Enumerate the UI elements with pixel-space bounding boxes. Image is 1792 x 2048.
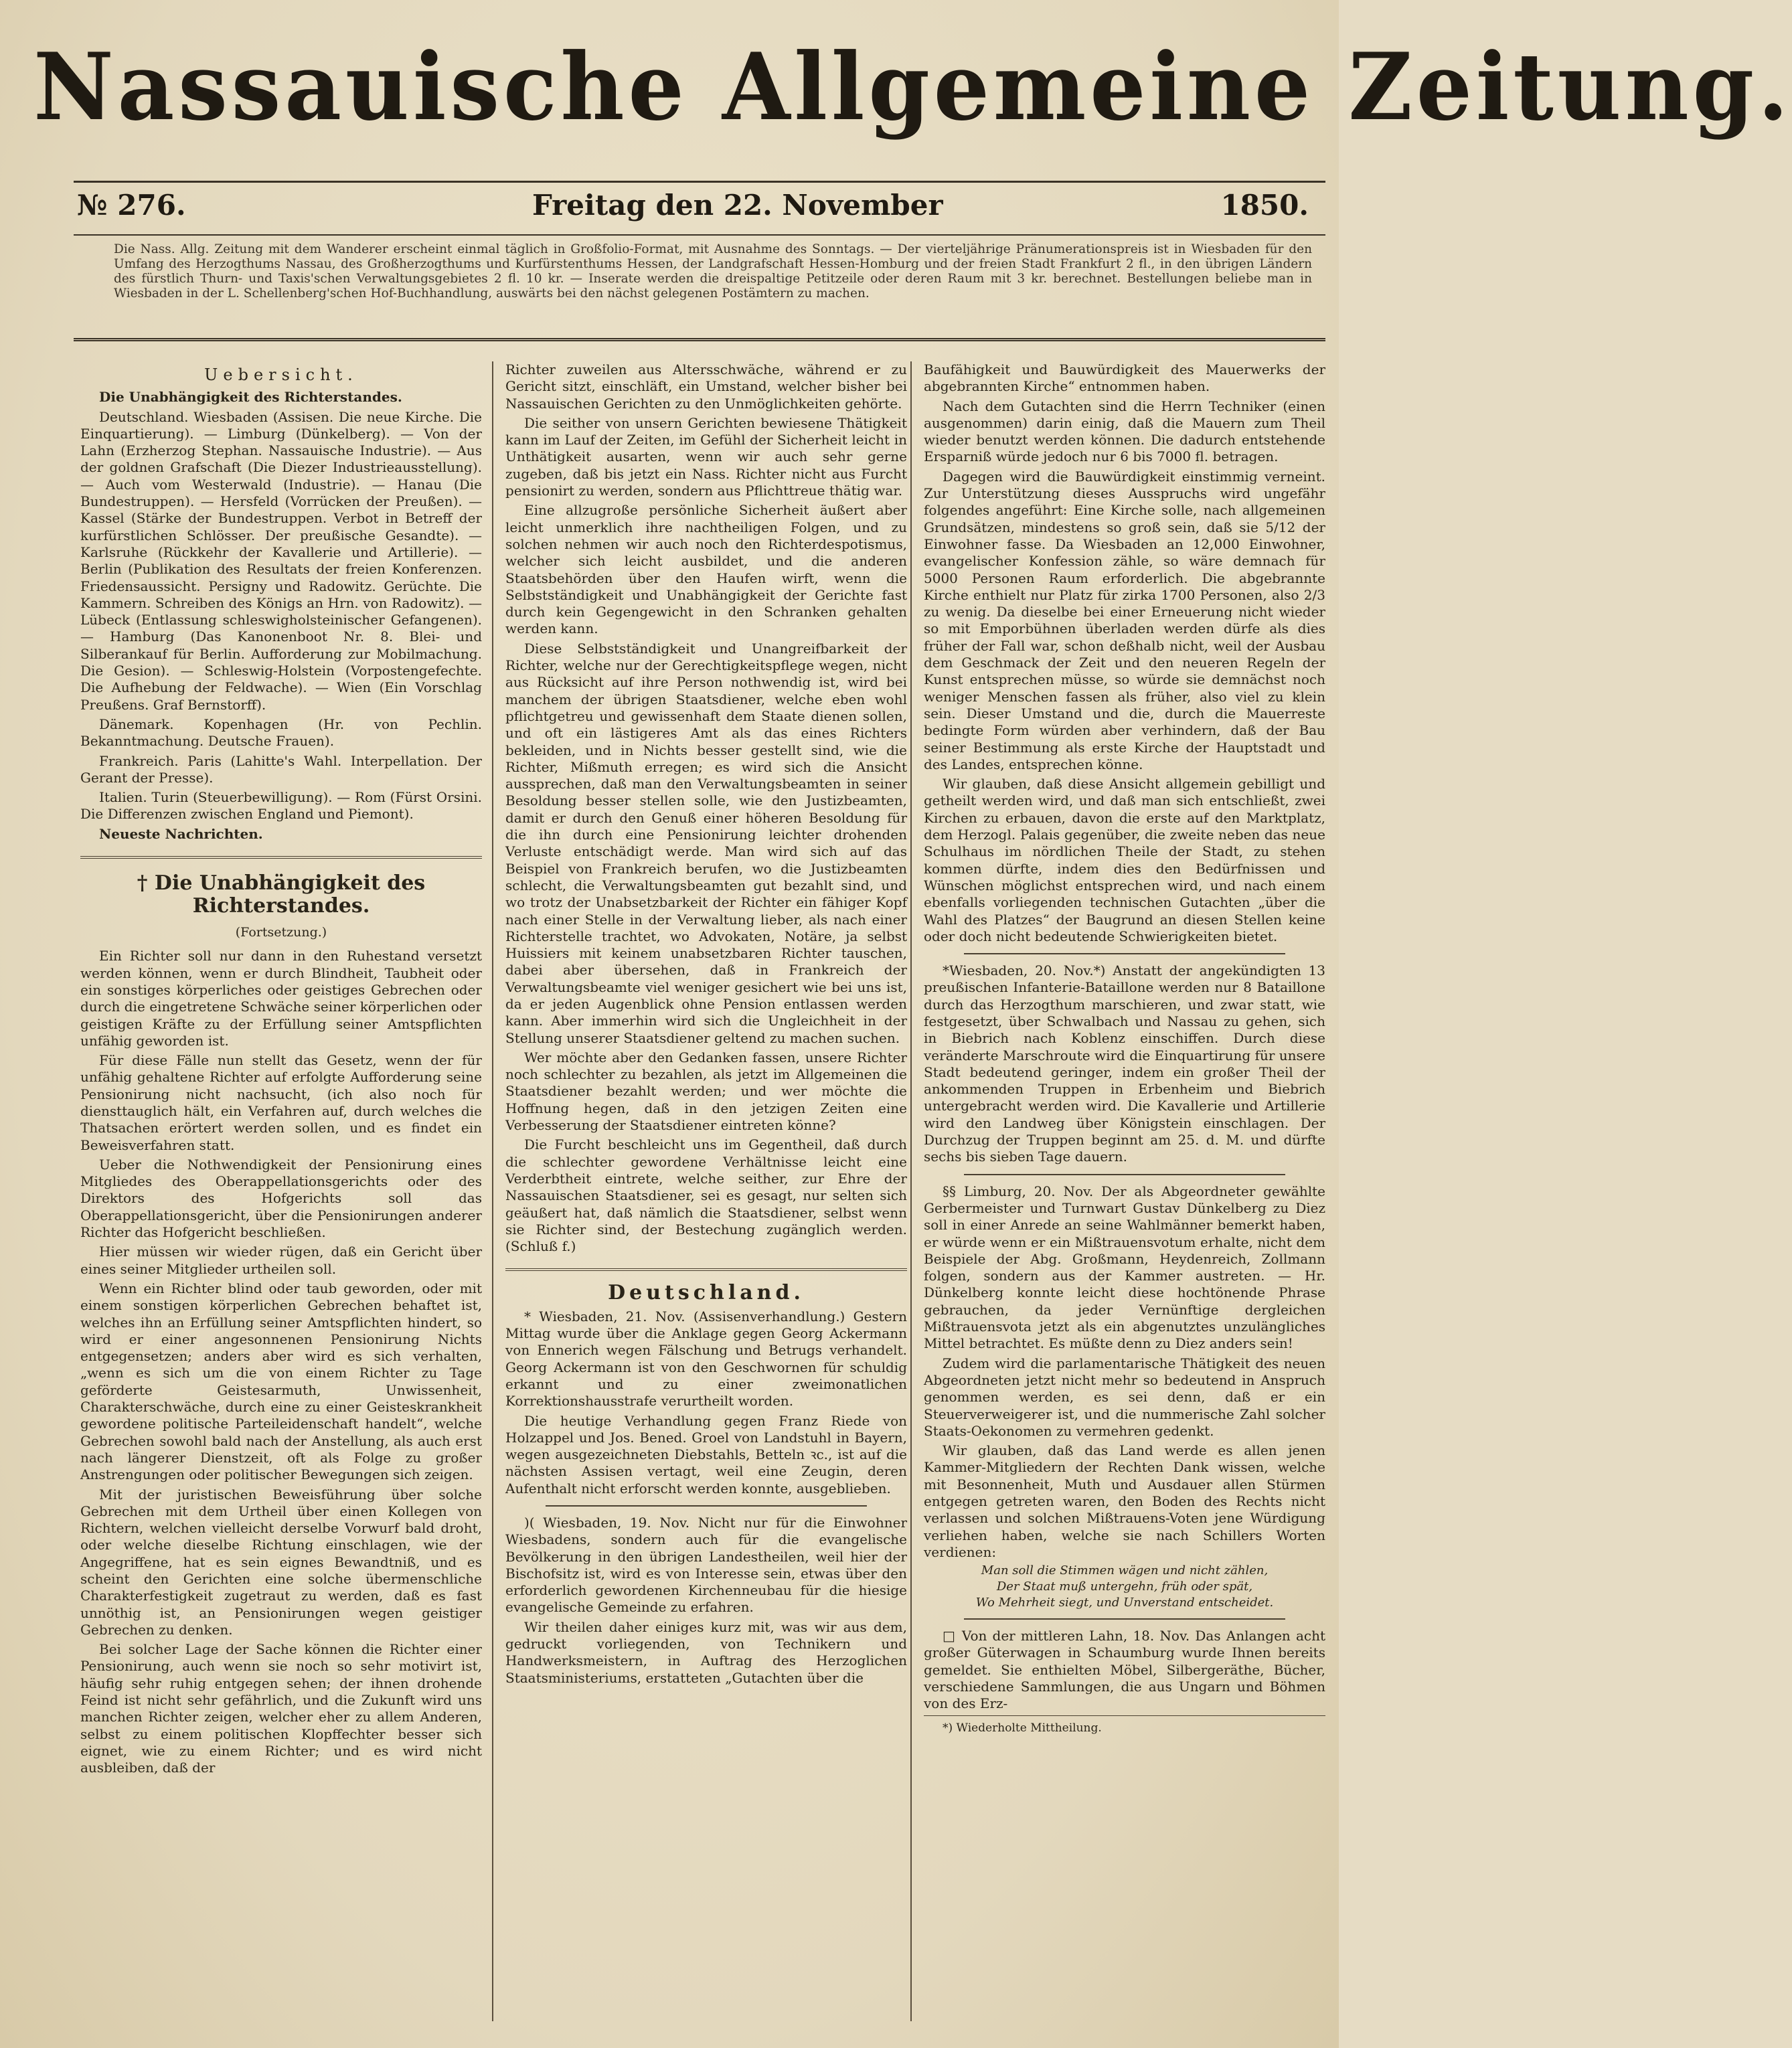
section-heading-deutschland: Deutschland. [608,1281,805,1305]
verse-line: Man soll die Stimmen wägen und nicht zählen, [981,1563,1269,1578]
article-paragraph: Dagegen wird die Bauwürdigkeit einstimmig verneint. Zur Unterstützung dieses Ausspruchs wird ungefähr folgendes angeführt: Eine Kirche solle, nach allgemeinen Grundsätzen, mindestens so groß sein, daß sie 5/12 der Einwohner fasse. Da Wiesbaden an 12,000 Einwohner, evangelischer Konfession zähle, so wäre demnach für 5000 Personen Raum erforderlich. Die abgebrannte Kirche enthielt nur Platz für zirka 1700 Personen, also 2/3 zu wenig. Da dieselbe bei einer Erneuerung nicht wieder so mit Emporbühnen überladen werden dürfe als dies früher der Fall war, schon deßhalb nicht, weil der Ausbau dem Geschmack der Zeit und den neueren Regeln der Kunst entsprechen müsse, so würde sie demnächst noch weniger Menschen fassen als früher, also viel zu klein sein. Dieser Umstand und die, durch die Mauerreste bedingte Form würden aber verhindern, daß der Bau seiner Bestimmung als erste Kirche der Hauptstadt und des Landes, entsprechen könne. [924,468,1325,772]
overview-item: Die Unabhängigkeit des Richterstandes. [99,389,402,406]
item-divider [964,953,1285,954]
news-item: Wir theilen daher einiges kurz mit, was wir aus dem, gedruckt vorliegenden, von Technikern und Handwerksmeistern, in Auftrag des Herzoglichen Staatsministeriums, erstatteten „Gutachten über die [505,1618,907,1686]
section-divider [505,1268,907,1271]
article-title: † Die Unabhängigkeit des Richterstandes. [137,871,426,918]
top-rule [74,181,1325,183]
section-divider [80,856,482,859]
article-paragraph: Die seither von unsern Gerichten bewiesene Thätigkeit kann im Lauf der Zeiten, im Gefühl der Sicherheit leicht in Unthätigkeit ausarten, wenn wir auch sehr gerne zugeben, daß bis jetzt ein Nass. Richter nicht aus Furcht pensionirt zu werden, sondern aus Pflichttreue thätig war. [505,414,907,499]
article-paragraph: Wer möchte aber den Gedanken fassen, unsere Richter noch schlechter zu bezahlen, als jetzt im Allgemeinen die Staatsdiener bezahlt werden; und wer möchte die Hoffnung hegen, daß in den jetzigen Zeiten eine Verbesserung der Staatsdiener eintreten könne? [505,1049,907,1134]
overview-item: Dänemark. Kopenhagen (Hr. von Pechlin. Bekanntmachung. Deutsche Frauen). [80,715,482,750]
issue-year: 1850. [1220,189,1309,222]
article-paragraph: Eine allzugroße persönliche Sicherheit äußert aber leicht unmerklich ihre nachtheiligen Folgen, und zu solchen nehmen wir auch noch den Richterdespotismus, welcher sich leicht ausbildet, und die anderen Staatsbehörden über den Haufen wirft, wenn die Selbstständigkeit und Unabhängigkeit der Gerichte fast durch kein Gegengewicht in den Schranken gehalten werden kann. [505,502,907,637]
newspaper-title: Nassauische Allgemeine Zeitung. [33,32,1792,141]
news-item: Zudem wird die parlamentarische Thätigkeit des neuen Abgeordneten jetzt nicht mehr so bedeutend in Anspruch genommen werden, es sei denn, daß er ein Steuerverweigerer ist, und die nummerische Zahl solcher Staats-Oekonomen zu vermehren gedenkt. [924,1355,1325,1439]
dateline-rule [74,234,1325,236]
column-divider [910,361,912,2021]
item-divider [964,1618,1285,1620]
overview-item: Neueste Nachrichten. [99,825,263,842]
overview-item: Deutschland. Wiesbaden (Assisen. Die neue Kirche. Die Einquartierung). — Limburg (Dünkelberg). — Von der Lahn (Erzherzog Stephan. Nassauische Industrie). — Aus der goldnen Grafschaft (Die Diezer Industrieausstellung). — Auch vom Westerwald (Industrie). — Hanau (Die Bundestruppen). — Hersfeld (Vorrücken der Preußen). — Kassel (Stärke der Bundestruppen. Verbot in Betreff der kurfürstlichen Schlösser. Der preußische Gesandte). — Karlsruhe (Rückkehr der Kavallerie und Artillerie). — Berlin (Publikation des Resultats der freien Konferenzen. Friedensaussicht. Persigny und Radowitz. Gerüchte. Die Kammern. Schreiben des Königs an Hrn. von Radowitz). — Lübeck (Entlassung schleswigholsteinischer Gefangenen). — Hamburg (Das Kanonenboot Nr. 8. Blei- und Silberankauf für Berlin. Aufforderung zur Mobilmachung. Die Gesion). — Schleswig-Holstein (Vorpostengefechte. Die Aufhebung der Feldwache). — Wien (Ein Vorschlag Preußens. Graf Bernstorff). [80,408,482,713]
issue-number: № 276. [77,189,186,222]
overview-item: Italien. Turin (Steuerbewilligung). — Rom (Fürst Orsini. Die Differenzen zwischen England und Piemont). [80,789,482,823]
news-item: )( Wiesbaden, 19. Nov. Nicht nur für die Einwohner Wiesbadens, sondern auch für die evangelische Bevölkerung in den übrigen Landestheilen, weil hier der Bischofsitz ist, wird es von Interesse sein, etwas über den erforderlich gewordenen Kirchenneubau für die hiesige evangelische Gemeinde zu erfahren. [505,1515,907,1616]
article-paragraph: Diese Selbstständigkeit und Unangreifbarkeit der Richter, welche nur der Gerechtigkeitspflege wegen, nicht aus Rücksicht auf ihre Person nothwendig ist, wird bei manchem der übrigen Staatsdiener, welche eben wohl pflichtgetreu und gewissenhaft dem Staate dienen sollen, und oft ein lästigeres Amt als das eines Richters bekleiden, und in Nichts besser gestellt sind, wie die Richter, Mißmuth erregen; es wird sich die Ansicht aussprechen, daß man den Verwaltungsbeamten in seiner Besoldung besser stellen solle, wie den Justizbeamten, damit er durch den Genuß einer höheren Besoldung für die ihn durch eine Pensionirung leichter drohenden Verluste entschädigt werde. Man wird sich auf das Beispiel von Frankreich berufen, wo die Justizbeamten schlecht, die Verwaltungsbeamten gut bezahlt sind, und wo trotz der Unabsetzbarkeit der Richter ein fähiger Kopf nach einer Stelle in der Verwaltung lieber, als nach einer Richterstelle trachtet, wo Advokaten, Notäre, ja selbst Huissiers mit keinem unabsetzbaren Richter tauschen, dabei aber übersehen, daß in Frankreich der Verwaltungsbeamte viel weniger gesichert wie bei uns ist, da er jeden Augenblick ohne Pension entlassen werden kann. Aber immerhin wird sich die Ungleichheit in der Stellung unserer Staatsdiener geltend zu machen suchen. [505,640,907,1046]
article-subtitle: (Fortsetzung.) [235,925,327,940]
article-paragraph: Richter zuweilen aus Altersschwäche, während er zu Gericht sitzt, einschläft, ein Umstand, welcher bisher bei Nassauischen Gerichten zu den Unmöglichkeiten gehörte. [505,361,907,412]
article-paragraph: Ueber die Nothwendigkeit der Pensionirung eines Mitgliedes des Oberappellationsgerichts oder des Direktors des Hofgerichts soll das Oberappellationsgericht, über die Pensionirungen anderer Richter das Hofgericht beschließen. [80,1156,482,1241]
item-divider [964,1174,1285,1175]
news-item: Wir glauben, daß das Land werde es allen jenen Kammer-Mitgliedern der Rechten Dank wissen, welche mit Besonnenheit, Muth und Ausdauer allen Stürmen entgegen getreten waren, den Boden des Rechts nicht verlassen und solchen Mißtrauens-Voten jene Würdigung verliehen haben, welche sie nach Schillers Worten verdienen: [924,1442,1325,1560]
footnote: *) Wiederholte Mittheilung. [924,1715,1325,1737]
article-paragraph: Für diese Fälle nun stellt das Gesetz, wenn der für unfähig gehaltene Richter auf erfolgte Aufforderung seine Pensionirung nicht nachsucht, (ich also noch für diensttauglich hält, ein Verfahren auf, durch welches die Thatsachen erörtert werden sollen, und es findet ein Beweisverfahren statt. [80,1052,482,1153]
news-item: Die heutige Verhandlung gegen Franz Riede von Holzappel und Jos. Bened. Groel von Landstuhl in Bayern, wegen ausgezeichneten Diebstahls, Betteln ꝛc., ist auf die nächsten Assisen vertagt, weil eine Zeugin, deren Aufenthalt nicht erforscht werden konnte, ausgeblieben. [505,1412,907,1497]
article-paragraph: Wir glauben, daß diese Ansicht allgemein gebilligt und getheilt werden wird, und daß man sich entschließt, zwei Kirchen zu erbauen, davon die erste auf den Marktplatz, dem Herzogl. Palais gegenüber, die zweite neben das neue Schulhaus im nördlichen Theile der Stadt, zu stehen kommen dürfte, indem dies den Bedürfnissen und Wünschen möglichst entsprechen wird, und nach einem ebenfalls vorliegenden technischen Gutachten „über die Wahl des Platzes“ der Baugrund an diesen Stellen keine oder doch nicht bedeutende Schwierigkeiten bietet. [924,776,1325,944]
article-paragraph: Mit der juristischen Beweisführung über solche Gebrechen mit dem Urtheil über einen Kollegen von Richtern, welchen vielleicht derselbe Vorwurf bald droht, oder welche dieselbe Richtung einschlagen, wie der Angegriffene, hat es sein eignes Bewandtniß, und es scheint den Gerichten eine solche übermenschliche Charakterfestigkeit zugetraut zu werden, daß es fast unnöthig ist, an Pensionirungen wegen geistiger Gebrechen zu denken. [80,1486,482,1638]
article-paragraph: Baufähigkeit und Bauwürdigkeit des Mauerwerks der abgebrannten Kirche“ entnommen haben. [924,361,1325,395]
article-paragraph: Nach dem Gutachten sind die Herrn Techniker (einen ausgenommen) darin einig, daß die Mauern zum Theil wieder benutzt werden können. Die dadurch entstehende Ersparniß würde jedoch nur 6 bis 7000 fl. betragen. [924,398,1325,465]
news-item: □ Von der mittleren Lahn, 18. Nov. Das Anlangen acht großer Güterwagen in Schaumburg wurde Ihnen bereits gemeldet. Sie enthielten Möbel, Silbergeräthe, Bücher, verschiedene Sammlungen, die aus Ungarn und Böhmen von des Erz- [924,1628,1325,1712]
overview-title: Uebersicht. [204,365,358,384]
header-bottom-rule [74,338,1325,341]
column-2 [505,361,907,2028]
verse-line: Wo Mehrheit siegt, und Unverstand entscheidet. [975,1596,1274,1610]
article-paragraph: Hier müssen wir wieder rügen, daß ein Gericht über eines seiner Mitglieder urtheilen soll. [80,1244,482,1277]
column-1 [80,361,482,2028]
news-item: *Wiesbaden, 20. Nov.*) Anstatt der angekündigten 13 preußischen Infanterie-Bataillone werden nur 8 Bataillone durch das Herzogthum marschieren, und zwar statt, wie festgesetzt, über Schwalbach und Nassau zu gehen, sich in Biebrich nach Koblenz einschiffen. Durch diese veränderte Marschroute wird die Einquartirung für unsere Stadt bedeutend geringer, indem ein großer Theil der ankommenden Truppen in Erbenheim und Biebrich untergebracht werden wird. Die Kavallerie und Artillerie wird den Landweg über Königstein einschlagen. Der Durchzug der Truppen beginnt am 25. d. M. und dürfte sechs bis sieben Tage dauern. [924,962,1325,1165]
article-paragraph: Ein Richter soll nur dann in den Ruhestand versetzt werden können, wenn er durch Blindheit, Taubheit oder ein sonstiges körperliches oder geistiges Gebrechen oder durch die eingetretene Schwäche seiner körperlichen oder geistigen Kräfte zu der Erfüllung seiner Amtspflichten unfähig geworden ist. [80,948,482,1049]
masthead [0,13,1792,167]
news-item: §§ Limburg, 20. Nov. Der als Abgeordneter gewählte Gerbermeister und Turnwart Gustav Dünkelberg zu Diez soll in einer Anrede an seine Wahlmänner bemerkt haben, er würde wenn er ein Mißtrauensvotum erhalte, nicht dem Beispiele der Abg. Großmann, Heydenreich, Zollmann folgen, sondern aus der Kammer austreten. — Hr. Dünkelberg konnte leicht diese hochtönende Phrase gebrauchen, da jeder Vernünftige dergleichen Mißtrauensvota jetzt als ein abgenutztes unzulängliches Mittel betrachtet. Es müßte denn zu Diez anders sein! [924,1183,1325,1352]
verse-line: Der Staat muß untergehn, früh oder spät, [996,1580,1253,1594]
column-divider [492,361,493,2021]
news-item: * Wiesbaden, 21. Nov. (Assisenverhandlung.) Gestern Mittag wurde über die Anklage gegen Georg Ackermann von Ennerich wegen Fälschung und Betrugs verhandelt. Georg Ackermann ist von den Geschwornen für schuldig erkannt und zu einer zweimonatlichen Korrektionshausstrafe verurtheilt worden. [505,1308,907,1410]
issue-date: Freitag den 22. November [532,189,943,222]
item-divider [546,1505,867,1507]
overview-item: Frankreich. Paris (Lahitte's Wahl. Interpellation. Der Gerant der Presse). [80,752,482,786]
article-paragraph: Bei solcher Lage der Sache können die Richter einer Pensionirung, auch wenn sie noch so sehr motivirt ist, häufig sehr ruhig entgegen sehen; der ihnen drohende Feind ist nicht sehr gefährlich, und die Zukunft wird uns manchen Richter zeigen, welcher eher zu allem Anderen, selbst zu einem politischen Klopffechter besser sich eignet, wie zu einem Richter; und es wird nicht ausbleiben, daß der [80,1641,482,1776]
article-paragraph: Wenn ein Richter blind oder taub geworden, oder mit einem sonstigen körperlichen Gebrechen behaftet ist, welches ihn an Erfüllung seiner Amtspflichten hindert, so wird er einer angesonnenen Pensionirung Nichts entgegensetzen; anders aber wird es sich verhalten, „wenn es sich um die von einem Richter zu Tage geförderte Geistesarmuth, Unwissenheit, Charakterschwäche, durch eine zu einer Geisteskrankheit gewordene politische Parteileidenschaft handelt“, welche Gebrechen sowohl bald nach der Anstellung, als auch erst nach längerer Dienstzeit, oft als Folge zu großer Anstrengungen oder politischer Bewegungen sich zeigen. [80,1280,482,1483]
article-paragraph: Die Furcht beschleicht uns im Gegentheil, daß durch die schlechter gewordene Verhältnisse leicht eine Verderbtheit eintrete, welche seither, zur Ehre der Nassauischen Staatsdiener, sei es gesagt, nur selten sich geäußert hat, daß nämlich die Staatsdiener, selbst wenn sie Richter sind, der Bestechung zugänglich werden. (Schluß f.) [505,1136,907,1255]
dateline [77,189,1322,229]
column-3 [924,361,1325,2028]
subscription-notice: Die Nass. Allg. Zeitung mit dem Wanderer erscheint einmal täglich in Großfolio-Format, mit Ausnahme des Sonntags. — Der vierteljährige Pränumerationspreis ist in Wiesbaden für den Umfang des Herzogthums Nassau, des Großherzogthums und Kurfürstenthums Hessen, der Landgrafschaft Hessen-Homburg und der freien Stadt Frankfurt 2 fl., in den übrigen Ländern des fürstlich Thurn- und Taxis'schen Verwaltungsgebietes 2 fl. 10 kr. — Inserate werden die dreispaltige Petitzeile oder deren Raum mit 3 kr. berechnet. Bestellungen beliebe man in Wiesbaden in der L. Schellenberg'schen Hof-Buchhandlung, auswärts bei den nächst gelegenen Postämtern zu machen. [114,242,1312,301]
